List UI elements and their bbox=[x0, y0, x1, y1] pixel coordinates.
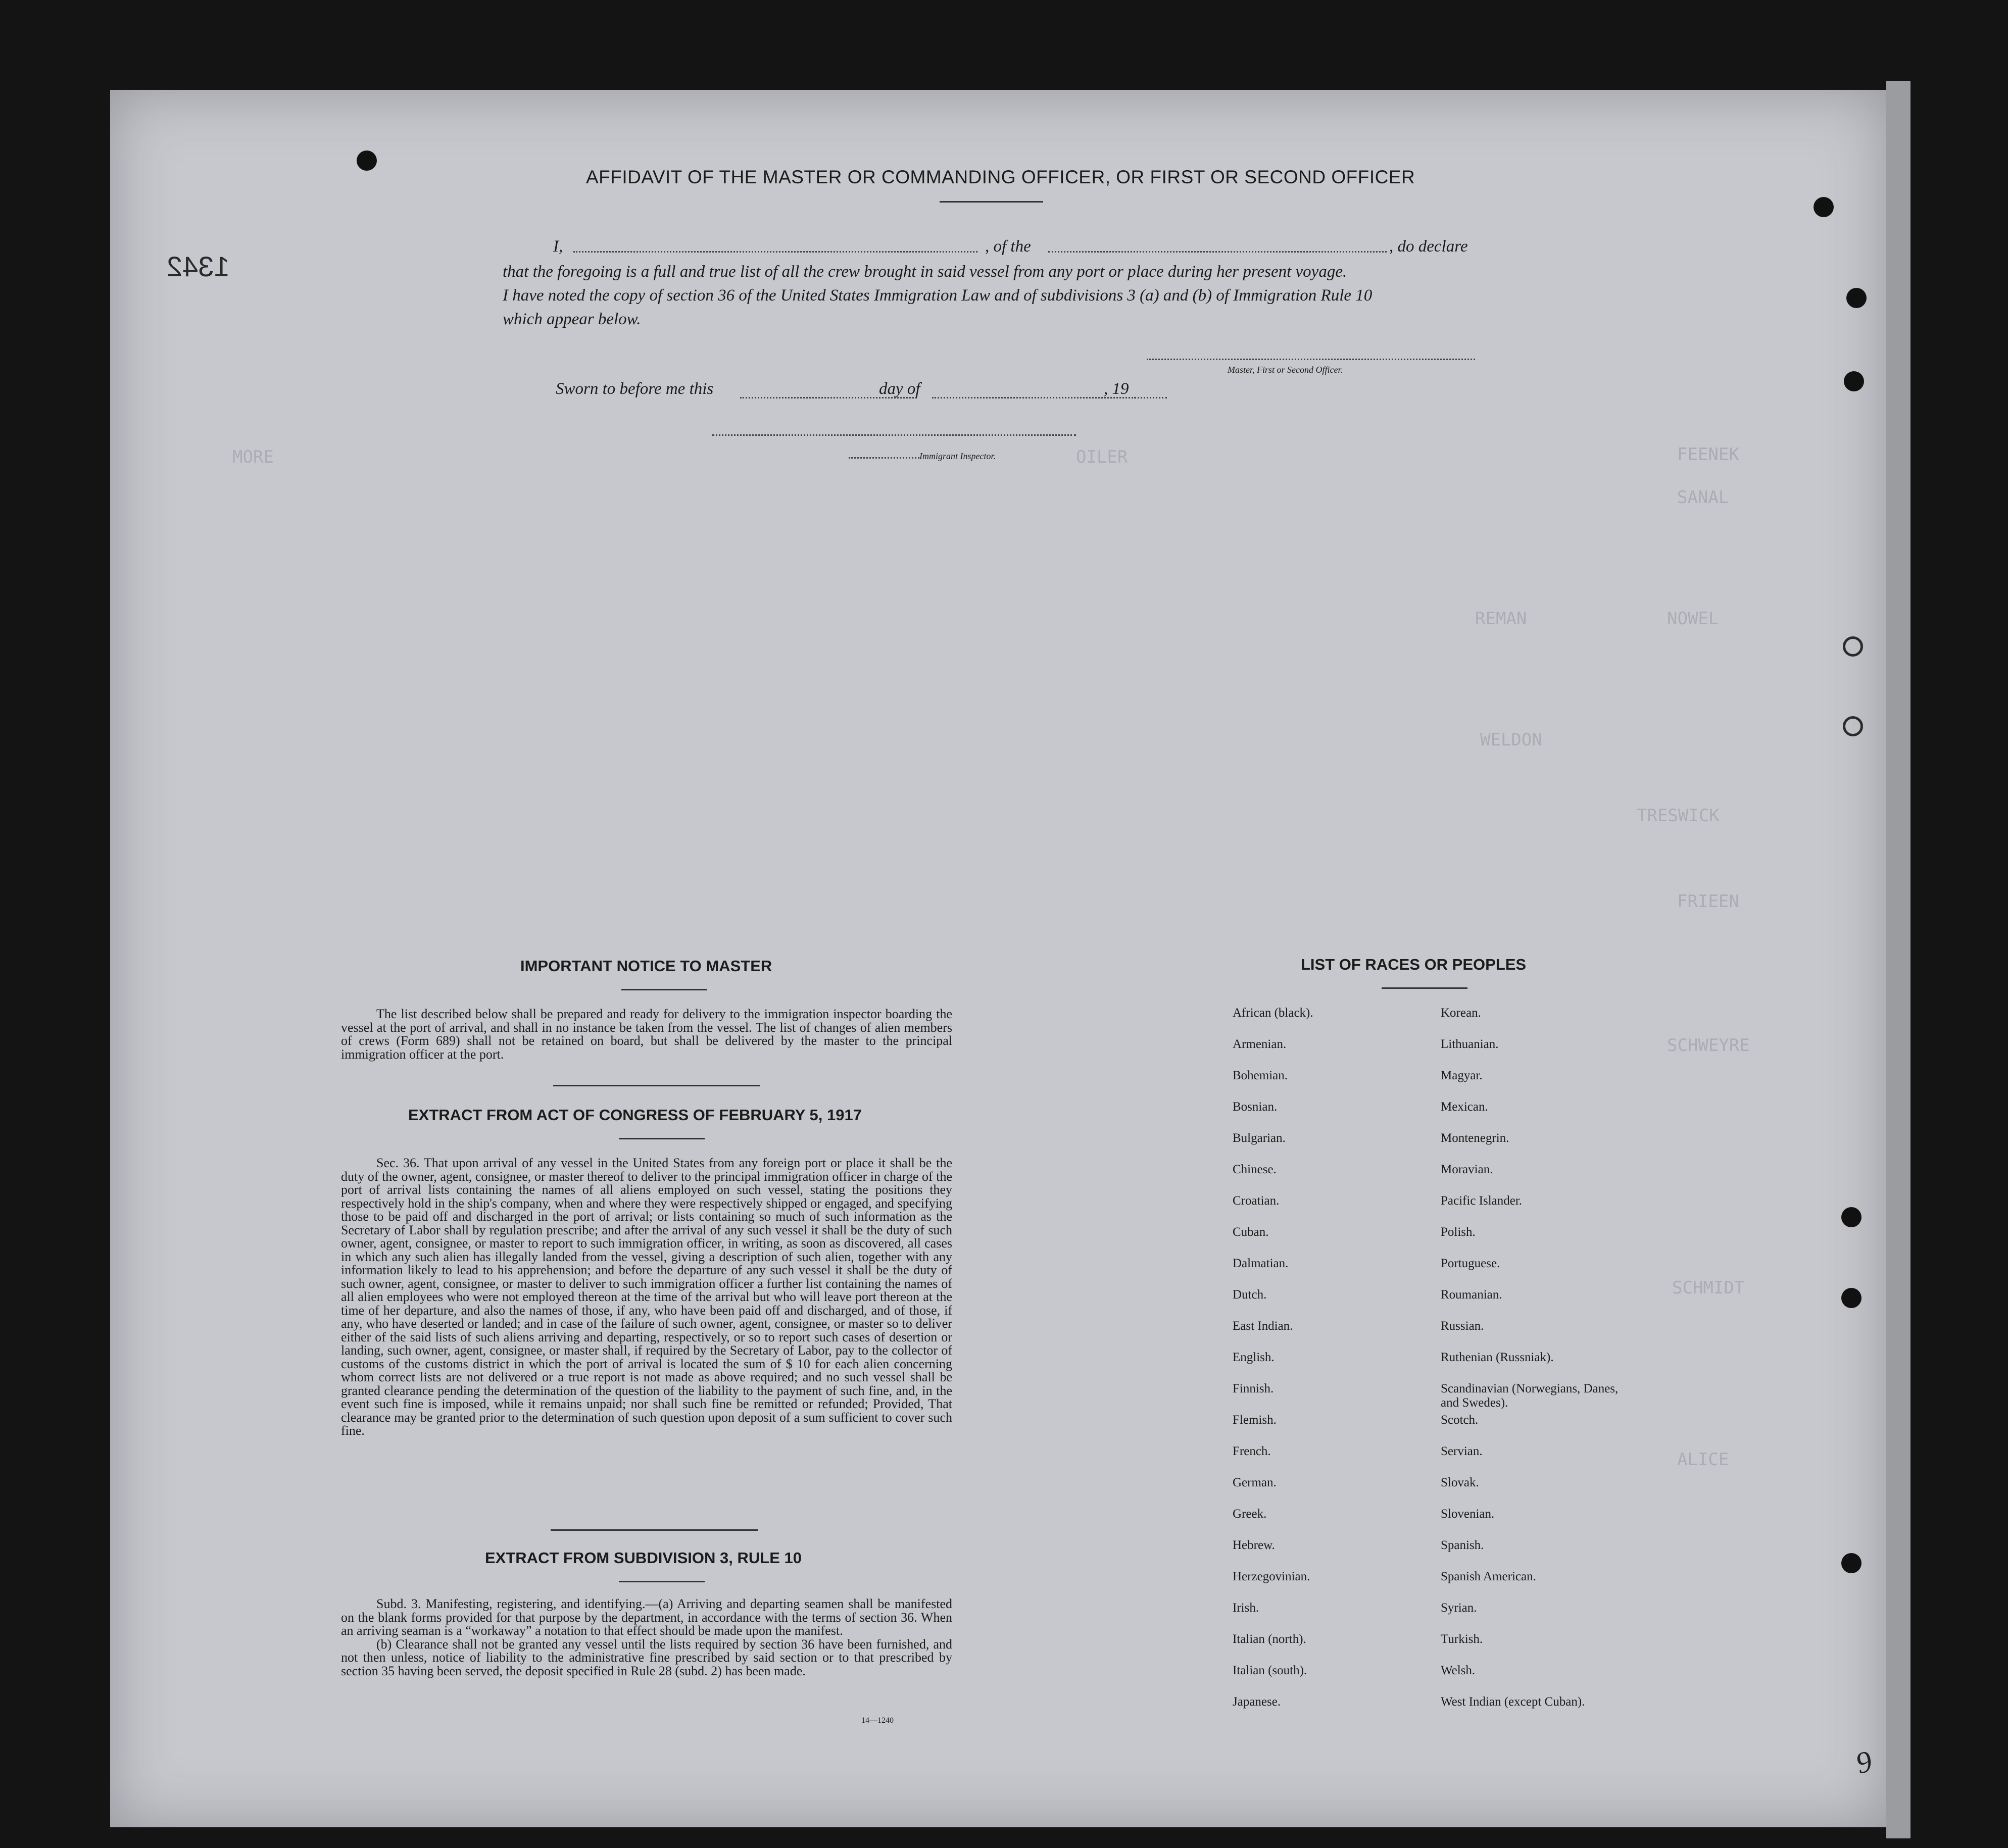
race-item: Montenegrin. bbox=[1441, 1131, 1509, 1145]
punch-hole bbox=[1844, 371, 1864, 391]
race-item: African (black). bbox=[1233, 1006, 1313, 1020]
race-item: East Indian. bbox=[1233, 1319, 1293, 1333]
declaration-i: I, bbox=[553, 237, 563, 256]
punch-hole bbox=[1843, 636, 1863, 657]
rule-title: EXTRACT FROM SUBDIVISION 3, RULE 10 bbox=[485, 1549, 802, 1567]
race-item: Moravian. bbox=[1441, 1163, 1493, 1176]
title-underline bbox=[940, 201, 1043, 203]
race-item: Mexican. bbox=[1441, 1100, 1488, 1114]
notice-title: IMPORTANT NOTICE TO MASTER bbox=[520, 957, 772, 975]
declaration-line-2: that the foregoing is a full and true list of all the crew brought in said vessel from any port or place during her present voyage. bbox=[503, 263, 1347, 281]
punch-hole bbox=[1814, 197, 1834, 217]
race-item: Korean. bbox=[1441, 1006, 1481, 1020]
act-paragraph: Sec. 36. That upon arrival of any vessel in the United States from any foreign port or place it shall be the duty of the owner, agent, consignee, or master thereof to deliver to the principal immigration officer in charge of the port of arrival lists containing the names of all aliens employed on such vessel, stating the positions they respectively hold in the ship's company, when and where they were respectively shipped or engaged, and specifying those to be paid off and discharged in the port of arrival; or lists containing so much of such information as the Secretary of Labor shall by regulation prescribe; and after the arrival of any such vessel it shall be the duty of such owner, agent, consignee, or master to report to such immigration officer, in writing, as soon as discovered, all cases in which any such alien has illegally landed from the vessel, giving a description of such alien, together with any information likely to lead to his apprehension; and before the departure of any such vessel it shall be the duty of such owner, agent, consignee, or master to deliver to such immigration officer a further list containing the names of all alien employees who were not employed thereon at the time of the arrival but who will leave port thereon at the time of her departure, and also the names of those, if any, who have been paid off and discharged, and of those, if any, who have deserted or landed; and in case of the failure of such owner, agent, consignee, or master so to deliver either of the said lists of such aliens arriving and departing, respectively, or so to report such cases of desertion or landing, such owner, agent, consignee, or master shall, if required by the Secretary of Labor, pay to the collector of customs of the customs district in which the port of arrival is located the sum of $ 10 for each alien concerning whom correct lists are not delivered or a true report is not made as above required; and no such vessel shall be granted clearance pending the determination of the question of the liability to the payment of such fine, and, in the event such fine is imposed, while it remains unpaid; nor shall such fine be remitted or refunded; Provided, That clearance may be granted prior to the determination of such question upon deposit of a sum sufficient to cover such fine. bbox=[341, 1156, 952, 1438]
race-item: Herzegovinian. bbox=[1233, 1570, 1310, 1583]
race-item: Pacific Islander. bbox=[1441, 1194, 1523, 1208]
races-left-column bbox=[1233, 1006, 1313, 1726]
race-item: Welsh. bbox=[1441, 1664, 1476, 1677]
race-item: German. bbox=[1233, 1476, 1277, 1489]
signature-label: Master, First or Second Officer. bbox=[1228, 365, 1343, 375]
race-item: West Indian (except Cuban). bbox=[1441, 1695, 1585, 1709]
affidavit-title: AFFIDAVIT OF THE MASTER OR COMMANDING OFFICER, OR FIRST OR SECOND OFFICER bbox=[586, 167, 1415, 187]
race-item: Greek. bbox=[1233, 1507, 1267, 1521]
vessel-blank bbox=[1048, 251, 1387, 253]
inspector-label: Immigrant Inspector. bbox=[919, 451, 996, 461]
declaration-line-3: I have noted the copy of section 36 of the United States Immigration Law and of subdivisions 3 (a) and (b) of Immigration Rule 10 bbox=[503, 286, 1373, 305]
race-item: Scotch. bbox=[1441, 1413, 1479, 1427]
sworn-line bbox=[556, 380, 1187, 405]
section-divider bbox=[553, 1085, 760, 1086]
punch-hole bbox=[1841, 1207, 1862, 1227]
race-item: Spanish American. bbox=[1441, 1570, 1536, 1583]
race-item: Dalmatian. bbox=[1233, 1257, 1289, 1270]
declaration-line-4: which appear below. bbox=[503, 310, 641, 328]
form-code: 14—1240 bbox=[861, 1716, 894, 1725]
punch-hole bbox=[357, 151, 377, 171]
act-title: EXTRACT FROM ACT OF CONGRESS OF FEBRUARY 5, 1917 bbox=[408, 1106, 862, 1124]
declaration-declare: , do declare bbox=[1389, 237, 1468, 256]
race-item: Bulgarian. bbox=[1233, 1131, 1286, 1145]
rule-underline bbox=[619, 1581, 705, 1582]
declaration-of: , of the bbox=[985, 237, 1031, 256]
race-item: Italian (north). bbox=[1233, 1632, 1306, 1646]
race-item: Cuban. bbox=[1233, 1225, 1269, 1239]
race-item: Finnish. bbox=[1233, 1382, 1274, 1395]
race-item: Japanese. bbox=[1233, 1695, 1281, 1709]
race-item: Dutch. bbox=[1233, 1288, 1267, 1302]
race-item: Spanish. bbox=[1441, 1538, 1484, 1552]
race-item: Italian (south). bbox=[1233, 1664, 1307, 1677]
race-item: Russian. bbox=[1441, 1319, 1484, 1333]
act-underline bbox=[619, 1138, 705, 1139]
inspector-line-short bbox=[849, 457, 919, 459]
inspector-line bbox=[712, 434, 1076, 436]
sworn-day-of: day of bbox=[879, 380, 920, 398]
race-item: English. bbox=[1233, 1351, 1275, 1364]
race-item: Bohemian. bbox=[1233, 1069, 1288, 1082]
section-divider bbox=[551, 1529, 758, 1531]
punch-hole bbox=[1846, 288, 1867, 308]
punch-hole bbox=[1841, 1288, 1862, 1308]
notice-underline bbox=[621, 989, 707, 990]
race-item: Turkish. bbox=[1441, 1632, 1483, 1646]
race-item: Croatian. bbox=[1233, 1194, 1280, 1208]
punch-hole bbox=[1843, 716, 1863, 736]
race-item: Polish. bbox=[1441, 1225, 1476, 1239]
race-item: Flemish. bbox=[1233, 1413, 1277, 1427]
stamp-number: 1342 bbox=[167, 251, 230, 282]
page-mark: 9 bbox=[1852, 1744, 1876, 1780]
race-item: Irish. bbox=[1233, 1601, 1259, 1615]
sworn-prefix: Sworn to before me this bbox=[556, 380, 714, 398]
punch-hole bbox=[1841, 1553, 1862, 1573]
race-item: Chinese. bbox=[1233, 1163, 1277, 1176]
rule-paragraph-a: Subd. 3. Manifesting, registering, and identifying.—(a) Arriving and departing seamen shall be manifested on the blank forms provided for that purpose by the department, in accordance with the terms of section 36. When an arriving seaman is a “workaway” a notation to that effect should be made upon the manifest. bbox=[341, 1596, 952, 1638]
race-item: Armenian. bbox=[1233, 1037, 1287, 1051]
race-item: Lithuanian. bbox=[1441, 1037, 1499, 1051]
race-item: Hebrew. bbox=[1233, 1538, 1275, 1552]
notice-paragraph: The list described below shall be prepared and ready for delivery to the immigration inspector boarding the vessel at the port of arrival, and shall in no instance be taken from the vessel. The list of changes of alien members of crews (Form 689) shall not be retained on board, but shall be delivered by the master to the principal immigration officer at the port. bbox=[341, 1007, 952, 1062]
race-item: Ruthenian (Russniak). bbox=[1441, 1351, 1554, 1364]
race-item: Roumanian. bbox=[1441, 1288, 1502, 1302]
page-edge bbox=[1886, 81, 1911, 1838]
affidavit-declaration bbox=[503, 235, 1480, 331]
race-item: Servian. bbox=[1441, 1444, 1483, 1458]
race-item: Syrian. bbox=[1441, 1601, 1477, 1615]
races-right-column bbox=[1441, 1006, 1623, 1726]
race-item: Scandinavian (Norwegians, Danes, and Swedes). bbox=[1441, 1382, 1619, 1410]
act-text bbox=[341, 1157, 952, 1438]
name-blank bbox=[573, 251, 977, 253]
races-title: LIST OF RACES OR PEOPLES bbox=[1301, 956, 1527, 973]
race-item: Magyar. bbox=[1441, 1069, 1483, 1082]
races-underline bbox=[1382, 987, 1467, 989]
signature-line bbox=[1147, 359, 1475, 360]
race-item: Portuguese. bbox=[1441, 1257, 1500, 1270]
year-blank bbox=[1134, 397, 1167, 398]
sworn-year: , 19 bbox=[1104, 380, 1129, 398]
race-item: Slovenian. bbox=[1441, 1507, 1495, 1521]
rule-text bbox=[341, 1597, 952, 1678]
race-item: Bosnian. bbox=[1233, 1100, 1278, 1114]
race-item: French. bbox=[1233, 1444, 1271, 1458]
notice-text bbox=[341, 1008, 952, 1061]
rule-paragraph-b: (b) Clearance shall not be granted any vessel until the lists required by section 36 have been furnished, and not then unless, notice of liability to the administrative fine prescribed by said section or to that prescribed by section 35 having been served, the deposit specified in Rule 28 (subd. 2) has been made. bbox=[341, 1636, 952, 1678]
race-item: Slovak. bbox=[1441, 1476, 1479, 1489]
